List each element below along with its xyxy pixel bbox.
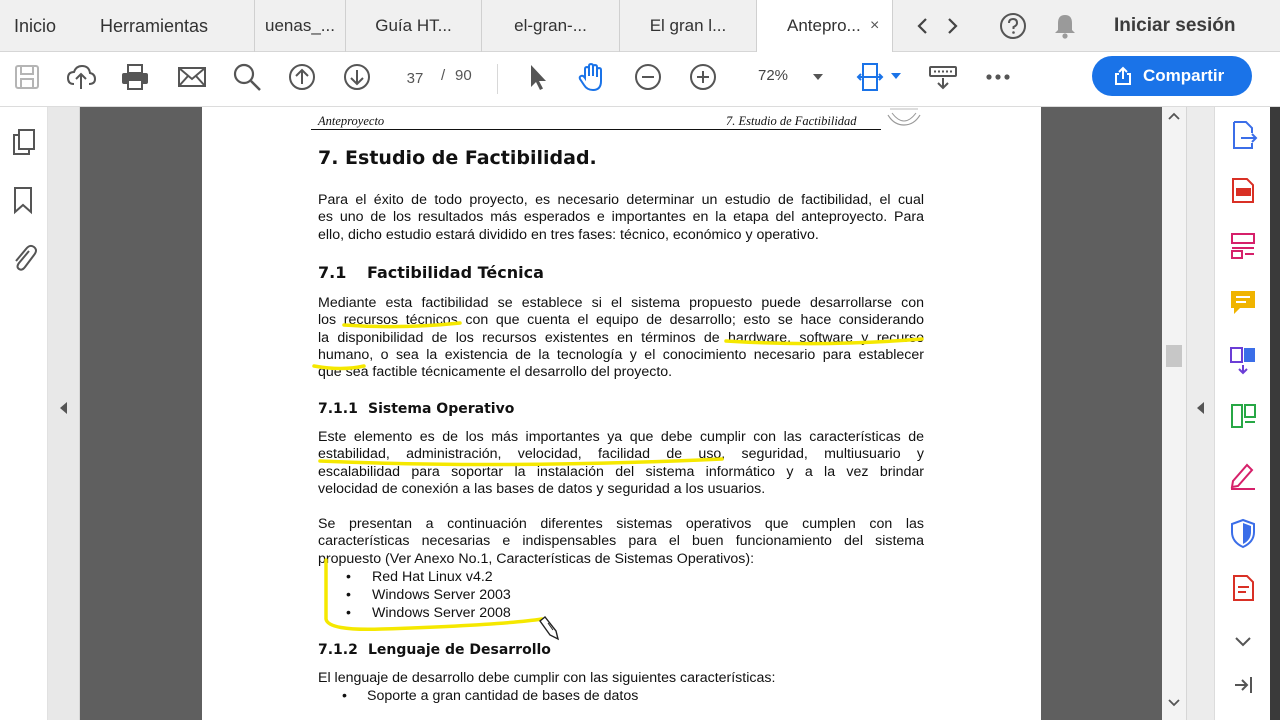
bookmark-icon[interactable]	[12, 185, 34, 215]
document-page	[202, 107, 1041, 720]
tab-active-label: Antepro...	[787, 16, 861, 35]
fill-sign-icon[interactable]	[1227, 459, 1259, 491]
tab-document-4[interactable]: El gran l...	[620, 0, 757, 52]
vertical-scrollbar[interactable]	[1162, 107, 1186, 720]
attachment-icon[interactable]	[9, 241, 37, 273]
text-line: propuesto (Ver Anexo No.1, Características de Sistemas Operativos):	[318, 550, 755, 567]
left-panel-collapse-bar[interactable]	[48, 107, 80, 720]
share-button-label: Compartir	[1143, 66, 1225, 85]
scrollbar-thumb[interactable]	[1166, 345, 1182, 367]
bullet: •	[342, 688, 347, 704]
section-7-1-title: Factibilidad Técnica	[367, 263, 544, 282]
sign-in-link[interactable]: Iniciar sesión	[1114, 15, 1236, 36]
list-item-text: Windows Server 2003	[372, 587, 511, 603]
text-line: Se presentan a continuación diferentes sistemas operativos que cumplen con las	[318, 516, 924, 532]
close-icon[interactable]: ×	[870, 17, 880, 34]
text-line: humano, o sea la existencia de la tecnología y el conocimiento necesario para establecer	[318, 346, 924, 363]
stamp-icon[interactable]	[927, 61, 959, 93]
tab-bar	[0, 0, 1280, 52]
highlight-annotations	[202, 107, 1041, 720]
cloud-upload-icon[interactable]	[65, 61, 97, 93]
save-icon[interactable]	[11, 61, 43, 93]
chevron-down-icon[interactable]	[813, 73, 823, 81]
bullet: •	[346, 569, 351, 585]
text-line: estabilidad, administración, velocidad, facilidad de uso, seguridad, multiusuario y	[318, 446, 924, 463]
comment-icon[interactable]	[1227, 287, 1259, 319]
bullet: •	[346, 605, 351, 621]
background-window-edge	[1270, 107, 1280, 720]
chevron-right-icon[interactable]	[940, 12, 964, 40]
tab-document-3[interactable]: el-gran-...	[482, 0, 620, 52]
page-up-icon[interactable]	[286, 61, 318, 93]
page-thumbnails-icon[interactable]	[10, 127, 38, 157]
underline-annotation	[726, 339, 922, 344]
section-7-1-1-number: 7.1.1	[318, 401, 358, 417]
list-item-text: Soporte a gran cantidad de bases de datos	[367, 688, 639, 704]
text-line: los recursos técnicos con que cuenta el equipo de desarrollo; esto se hace considerando	[318, 312, 924, 329]
section-title: 7. Estudio de Factibilidad.	[318, 147, 597, 169]
create-pdf-icon[interactable]	[1227, 174, 1259, 206]
scroll-up-icon[interactable]	[1168, 112, 1180, 120]
tab-document-1[interactable]: uenas_...	[254, 0, 346, 52]
section-7-1-2-number: 7.1.2	[318, 642, 358, 658]
collapse-right-icon[interactable]	[1196, 401, 1206, 415]
chevron-left-icon[interactable]	[911, 12, 935, 40]
organize-pages-icon[interactable]	[1227, 400, 1259, 432]
bullet: •	[346, 587, 351, 603]
fit-page-icon[interactable]	[856, 61, 888, 93]
text-line: El lenguaje de desarrollo debe cumplir con las siguientes características:	[318, 670, 776, 686]
list-item-text: Windows Server 2008	[372, 605, 511, 621]
page-separator: /	[441, 67, 446, 84]
toolbar	[0, 52, 1280, 107]
text-line: que sea factible técnicamente el desarrollo del proyecto.	[318, 364, 673, 381]
running-header-right: 7. Estudio de Factibilidad	[726, 114, 857, 128]
email-icon[interactable]	[176, 61, 208, 93]
zoom-level-select[interactable]: 72%	[758, 67, 789, 84]
section-7-1-number: 7.1	[318, 263, 347, 282]
text-line: escalabilidad para soportar la instalación del sistema informático y a la vez brindar	[318, 463, 924, 480]
zoom-in-icon[interactable]	[687, 61, 719, 93]
scroll-down-icon[interactable]	[1168, 699, 1180, 707]
text-line: ello, dicho estudio estará dividido en tres fases: técnico, económico y operativo.	[318, 226, 819, 243]
more-tools-icon[interactable]	[1227, 572, 1259, 604]
help-icon[interactable]	[998, 11, 1028, 41]
tab-document-active[interactable]	[757, 0, 893, 53]
text-line: es uno de los resultados más esperados e importantes en la etapa del anteproyecto. Para	[318, 209, 924, 226]
list-item-text: Red Hat Linux v4.2	[372, 569, 493, 585]
select-cursor-icon[interactable]	[522, 61, 554, 93]
section-7-1-1-title: Sistema Operativo	[368, 401, 515, 417]
underline-annotation	[344, 323, 460, 327]
page-down-icon[interactable]	[341, 61, 373, 93]
tools-panel	[1214, 107, 1270, 720]
edit-pdf-icon[interactable]	[1227, 230, 1259, 262]
right-panel-collapse-bar[interactable]	[1186, 107, 1214, 720]
chevron-down-icon[interactable]	[1227, 625, 1259, 657]
share-button[interactable]	[1092, 56, 1252, 96]
text-line: características necesarias e indispensables para el buen funcionamiento del sistema	[318, 533, 924, 550]
combine-files-icon[interactable]	[1227, 344, 1259, 376]
print-icon[interactable]	[119, 61, 151, 93]
page-total: 90	[455, 67, 472, 84]
text-line: Para el éxito de todo proyecto, es necesario determinar un estudio de factibilidad, el cual	[318, 192, 924, 208]
export-pdf-icon[interactable]	[1227, 119, 1259, 151]
share-icon	[1113, 66, 1133, 86]
text-line: Este elemento es de los más importantes ya que debe cumplir con las características de	[318, 429, 924, 445]
hand-tool-icon[interactable]	[576, 61, 608, 93]
text-line: velocidad de conexión a las bases de datos y seguridad a los usuarios.	[318, 480, 766, 497]
bracket-annotation	[326, 560, 542, 629]
underline-annotation	[314, 366, 364, 369]
bell-icon[interactable]	[1052, 12, 1078, 40]
underline-annotation	[320, 459, 722, 465]
more-icon[interactable]	[982, 61, 1014, 93]
running-header-left: Anteproyecto	[318, 114, 385, 128]
zoom-out-icon[interactable]	[632, 61, 664, 93]
collapse-left-icon[interactable]	[59, 401, 69, 415]
collapse-panel-icon[interactable]	[1227, 669, 1259, 701]
left-navigation-panel	[0, 107, 48, 720]
chevron-down-icon[interactable]	[891, 72, 901, 80]
text-line: Mediante esta factibilidad se establece si el sistema propuesto puede desarrollarse con	[318, 295, 924, 311]
document-viewport[interactable]	[80, 107, 1162, 720]
tab-document-2[interactable]: Guía HT...	[346, 0, 482, 52]
page-number-input[interactable]	[396, 64, 434, 92]
menu-tools[interactable]: Herramientas	[100, 16, 209, 36]
search-icon[interactable]	[231, 61, 263, 93]
section-7-1-2-title: Lenguaje de Desarrollo	[368, 642, 551, 658]
pen-cursor-icon	[536, 615, 564, 643]
text-line: la disponibilidad de los recursos existentes en términos de hardware, software y recurso	[318, 329, 924, 346]
menu-home[interactable]: Inicio	[14, 16, 57, 36]
toolbar-divider	[497, 64, 498, 94]
protect-icon[interactable]	[1227, 517, 1259, 549]
